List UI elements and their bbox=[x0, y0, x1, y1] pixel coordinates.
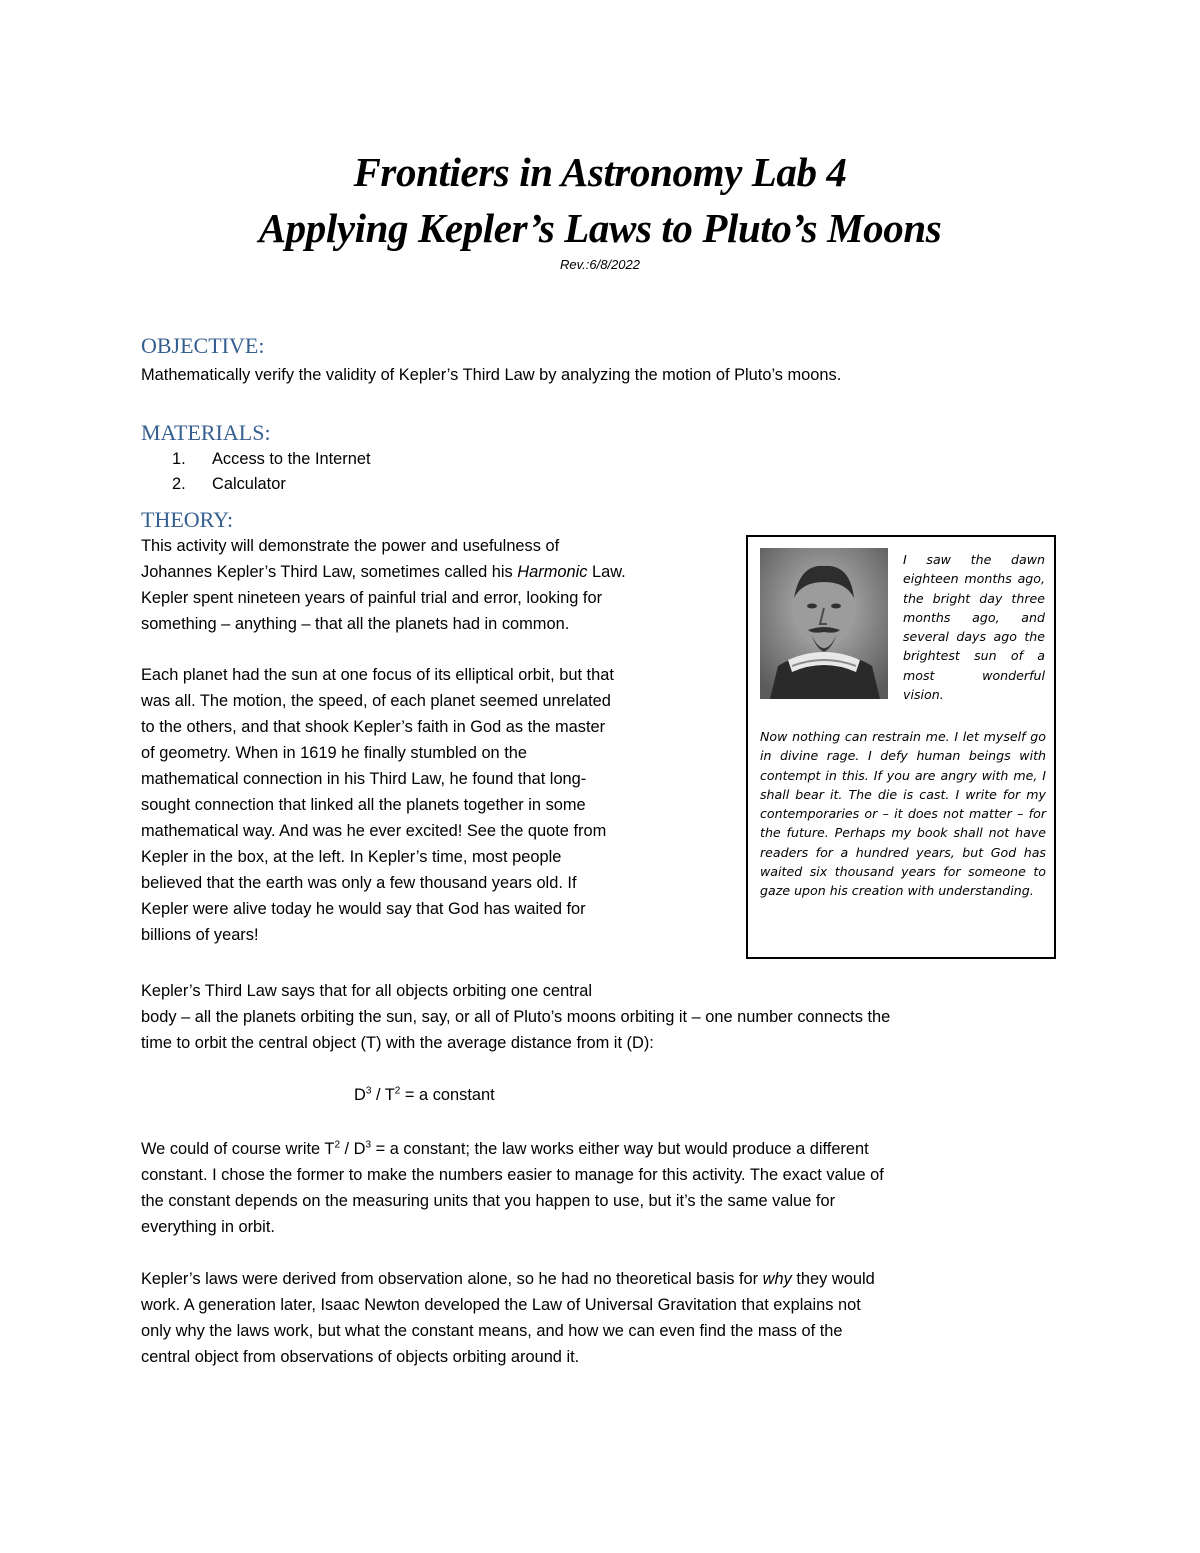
text-span: Johannes Kepler’s Third Law, sometimes called his bbox=[141, 563, 518, 581]
text-line: only why the laws work, but what the constant means, and how we can even find the mass of the bbox=[141, 1322, 843, 1340]
harmonic-italic: Harmonic bbox=[517, 563, 588, 581]
text-line: mathematical way. And was he ever excited! See the quote from bbox=[141, 822, 607, 840]
text-line: of geometry. When in 1619 he finally stumbled on the bbox=[141, 744, 528, 762]
text-line: mathematical connection in his Third Law, he found that long- bbox=[141, 770, 587, 788]
text-line: Each planet had the sun at one focus of its elliptical orbit, but that bbox=[141, 666, 614, 684]
text-line: Kepler’s Third Law says that for all objects orbiting one central bbox=[141, 982, 592, 1000]
text-line: body – all the planets orbiting the sun, say, or all of Pluto’s moons orbiting it – one number connects the bbox=[141, 1008, 891, 1026]
list-number: 2. bbox=[172, 475, 186, 493]
why-italic: why bbox=[762, 1270, 792, 1288]
text-line: billions of years! bbox=[141, 926, 259, 944]
objective-text: Mathematically verify the validity of Kepler’s Third Law by analyzing the motion of Pluto’s moons. bbox=[141, 366, 842, 384]
document-subtitle: Applying Kepler’s Laws to Pluto’s Moons bbox=[258, 205, 942, 251]
text-line: everything in orbit. bbox=[141, 1218, 275, 1236]
text-line: believed that the earth was only a few thousand years old. If bbox=[141, 874, 577, 892]
text-span: they would bbox=[791, 1270, 875, 1288]
list-number: 1. bbox=[172, 450, 186, 468]
text-line: sought connection that linked all the planets together in some bbox=[141, 796, 586, 814]
quote-text-bottom: Now nothing can restrain me. I let myself go in divine rage. I defy human beings with contempt in this. If you are angry with me, I shall bear it. The die is cast. I write for my contemporaries or – it does not matter – for the future. Perhaps my book shall not have readers for a hundred years, but God has waited six thousand years for someone to gaze upon his creation with understanding. bbox=[760, 729, 1046, 899]
text-line: something – anything – that all the planets had in common. bbox=[141, 615, 570, 633]
materials-heading: MATERIALS: bbox=[141, 420, 271, 445]
kepler-portrait bbox=[760, 548, 888, 699]
text-line: Kepler in the box, at the left. In Kepler’s time, most people bbox=[141, 848, 562, 866]
text-line: constant. I chose the former to make the numbers easier to manage for this activity. The exact value of bbox=[141, 1166, 884, 1184]
text-span: Kepler’s laws were derived from observation alone, so he had no theoretical basis for bbox=[141, 1270, 763, 1288]
text-line: Kepler were alive today he would say that God has waited for bbox=[141, 900, 586, 918]
eq-t: T bbox=[384, 1086, 395, 1104]
text-line: the constant depends on the measuring units that you happen to use, but it’s the same value for bbox=[141, 1192, 836, 1210]
text-line: time to orbit the central object (T) with the average distance from it (D): bbox=[141, 1034, 654, 1052]
eq-d: D bbox=[354, 1086, 366, 1104]
text-span: / D bbox=[340, 1140, 366, 1158]
kepler-quote-box bbox=[746, 535, 1056, 959]
revision-date: Rev.:6/8/2022 bbox=[560, 257, 640, 272]
text-line: central object from observations of objects orbiting around it. bbox=[141, 1348, 580, 1366]
text-line bbox=[141, 1136, 884, 1162]
portrait-image bbox=[760, 548, 888, 699]
exponent: 3 bbox=[365, 1139, 372, 1151]
eq-separator: / bbox=[371, 1086, 385, 1104]
eq-d-exponent: 3 bbox=[365, 1085, 372, 1097]
list-item bbox=[172, 472, 371, 497]
theory-paragraph-5 bbox=[141, 1266, 875, 1370]
eq-rest: = a constant bbox=[400, 1086, 495, 1104]
text-line: work. A generation later, Isaac Newton developed the Law of Universal Gravitation that explains not bbox=[141, 1296, 861, 1314]
theory-paragraph-1 bbox=[141, 533, 626, 637]
text-line: to the others, and that shook Kepler’s faith in God as the master bbox=[141, 718, 606, 736]
document-title: Frontiers in Astronomy Lab 4 bbox=[353, 149, 847, 195]
materials-list bbox=[172, 447, 371, 497]
text-line bbox=[141, 1266, 875, 1292]
list-item-label: Calculator bbox=[212, 475, 286, 493]
list-item-label: Access to the Internet bbox=[212, 450, 371, 468]
kepler-equation bbox=[354, 1082, 495, 1108]
text-span: Law. bbox=[587, 563, 626, 581]
text-span: We could of course write T bbox=[141, 1140, 335, 1158]
text-line: was all. The motion, the speed, of each planet seemed unrelated bbox=[141, 692, 611, 710]
theory-paragraph-2 bbox=[141, 662, 614, 948]
text-line bbox=[141, 559, 626, 585]
list-item bbox=[172, 447, 371, 472]
text-line: This activity will demonstrate the power and usefulness of bbox=[141, 537, 560, 555]
text-line: Kepler spent nineteen years of painful trial and error, looking for bbox=[141, 589, 603, 607]
exponent: 2 bbox=[334, 1139, 340, 1151]
eq-t-exponent: 2 bbox=[394, 1085, 401, 1097]
theory-heading: THEORY: bbox=[141, 507, 234, 532]
quote-text-top: I saw the dawn eighteen months ago, the bright day three months ago, and several days ago the brightest sun of a most wonderful vision. bbox=[903, 552, 1045, 703]
text-span: = a constant; the law works either way but would produce a different bbox=[371, 1140, 869, 1158]
theory-paragraph-3 bbox=[141, 978, 890, 1056]
objective-heading: OBJECTIVE: bbox=[141, 333, 265, 358]
theory-paragraph-4 bbox=[141, 1136, 884, 1240]
